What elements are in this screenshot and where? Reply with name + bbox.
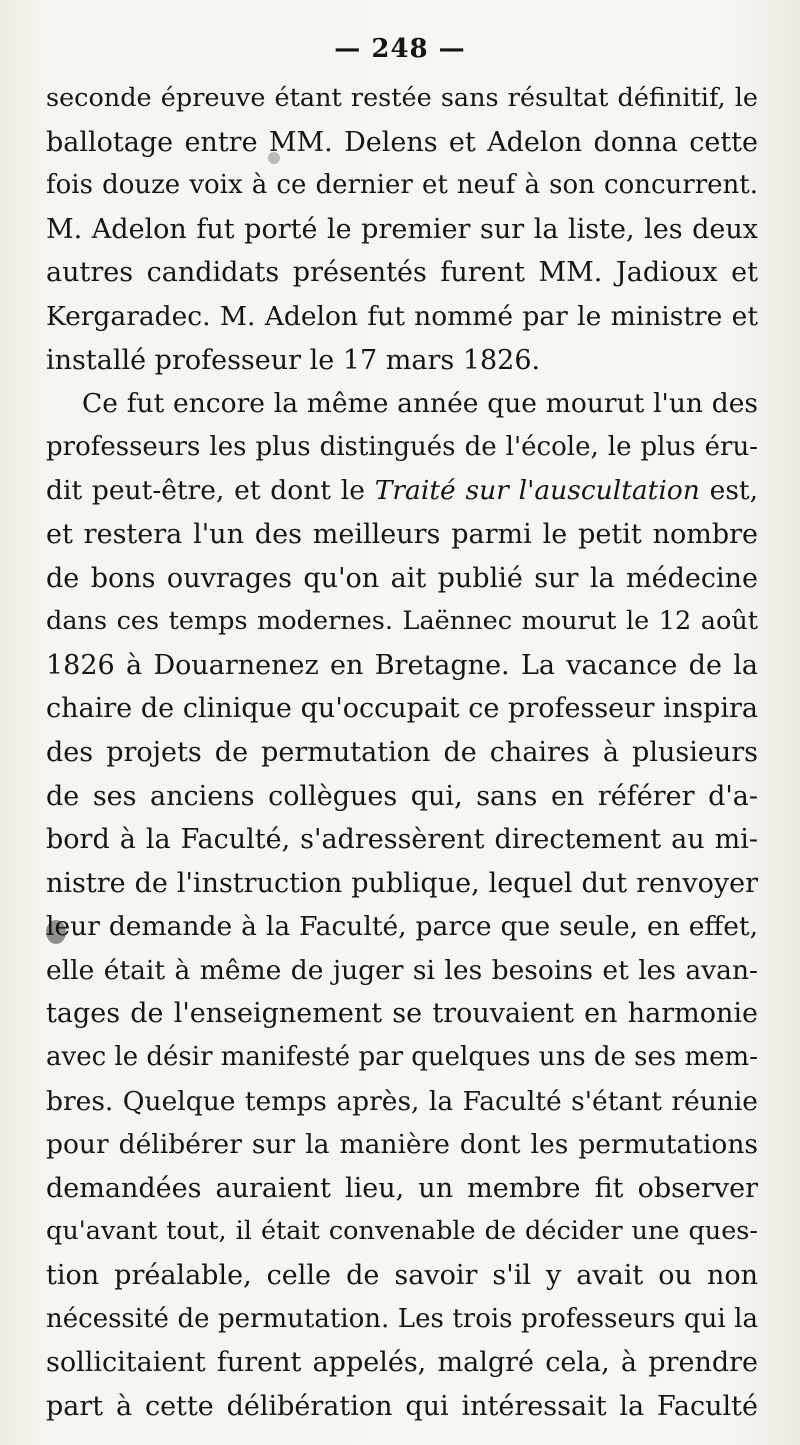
text-line: M. Adelon fut porté le premier sur la liste, les deux xyxy=(46,213,758,245)
text-line: 1826 à Douarnenez en Bretagne. La vacance de la xyxy=(46,649,758,681)
text-line: dans ces temps modernes. Laënnec mourut le 12 août xyxy=(46,606,758,637)
text-line: part à cette délibération qui intéressait la Faculté xyxy=(46,1390,758,1422)
text-line: pour délibérer sur la manière dont les permutations xyxy=(46,1129,758,1161)
text-line: sollicitaient furent appelés, malgré cela, à prendre xyxy=(46,1347,758,1379)
text-line: leur demande à la Faculté, parce que seule, en effet, xyxy=(46,911,758,943)
text-line: Kergaradec. M. Adelon fut nommé par le ministre et xyxy=(46,300,758,332)
text-line: chaire de clinique qu'occupait ce professeur inspira xyxy=(46,693,758,725)
text-line: des projets de permutation de chaires à plusieurs xyxy=(46,736,758,768)
body-text xyxy=(46,77,758,1428)
text-line: tages de l'enseignement se trouvaient en harmonie xyxy=(46,998,758,1030)
text-line: et restera l'un des meilleurs parmi le petit nombre xyxy=(46,518,758,550)
text-line: avec le désir manifesté par quelques uns de ses mem- xyxy=(46,1042,758,1073)
text-line: autres candidats présentés furent MM. Jadioux et xyxy=(46,257,758,289)
text-line: fois douze voix à ce dernier et neuf à son concurrent. xyxy=(46,170,758,201)
paragraph-end-line: installé professeur le 17 mars 1826. xyxy=(46,344,541,376)
text-line: tion préalable, celle de savoir s'il y avait ou non xyxy=(46,1260,758,1292)
paragraph-start-line: Ce fut encore la même année que mourut l'un des xyxy=(82,388,758,420)
text-line: qu'avant tout, il était convenable de décider une ques- xyxy=(46,1216,758,1247)
text-line: bord à la Faculté, s'adressèrent directement au mi- xyxy=(46,824,758,856)
text-line: professeurs les plus distingués de l'école, le plus éru- xyxy=(46,431,758,462)
text-line: demandées auraient lieu, un membre fit observer xyxy=(46,1172,758,1204)
text-line: ballotage entre MM. Delens et Adelon donna cette xyxy=(46,126,758,158)
text-line: nécessité de permutation. Les trois professeurs qui la xyxy=(46,1303,758,1334)
text-line: nistre de l'instruction publique, lequel dut renvoyer xyxy=(46,867,758,899)
text-line: de bons ouvrages qu'on ait publié sur la médecine xyxy=(46,562,758,594)
text-line: elle était à même de juger si les besoins et les avan- xyxy=(46,954,758,986)
page-number: — 248 — xyxy=(334,34,466,64)
text-fragment: est, xyxy=(699,475,758,507)
text-line: de ses anciens collègues qui, sans en référer d'a- xyxy=(46,780,758,812)
text-line: bres. Quelque temps après, la Faculté s'étant réunie xyxy=(46,1085,758,1117)
text-line-with-title xyxy=(46,469,758,513)
book-title-italic: Traité sur l'auscultation xyxy=(374,475,700,507)
text-fragment: dit peut-être, et dont le xyxy=(46,475,375,507)
text-line: seconde épreuve étant restée sans résultat définitif, le xyxy=(46,83,758,113)
